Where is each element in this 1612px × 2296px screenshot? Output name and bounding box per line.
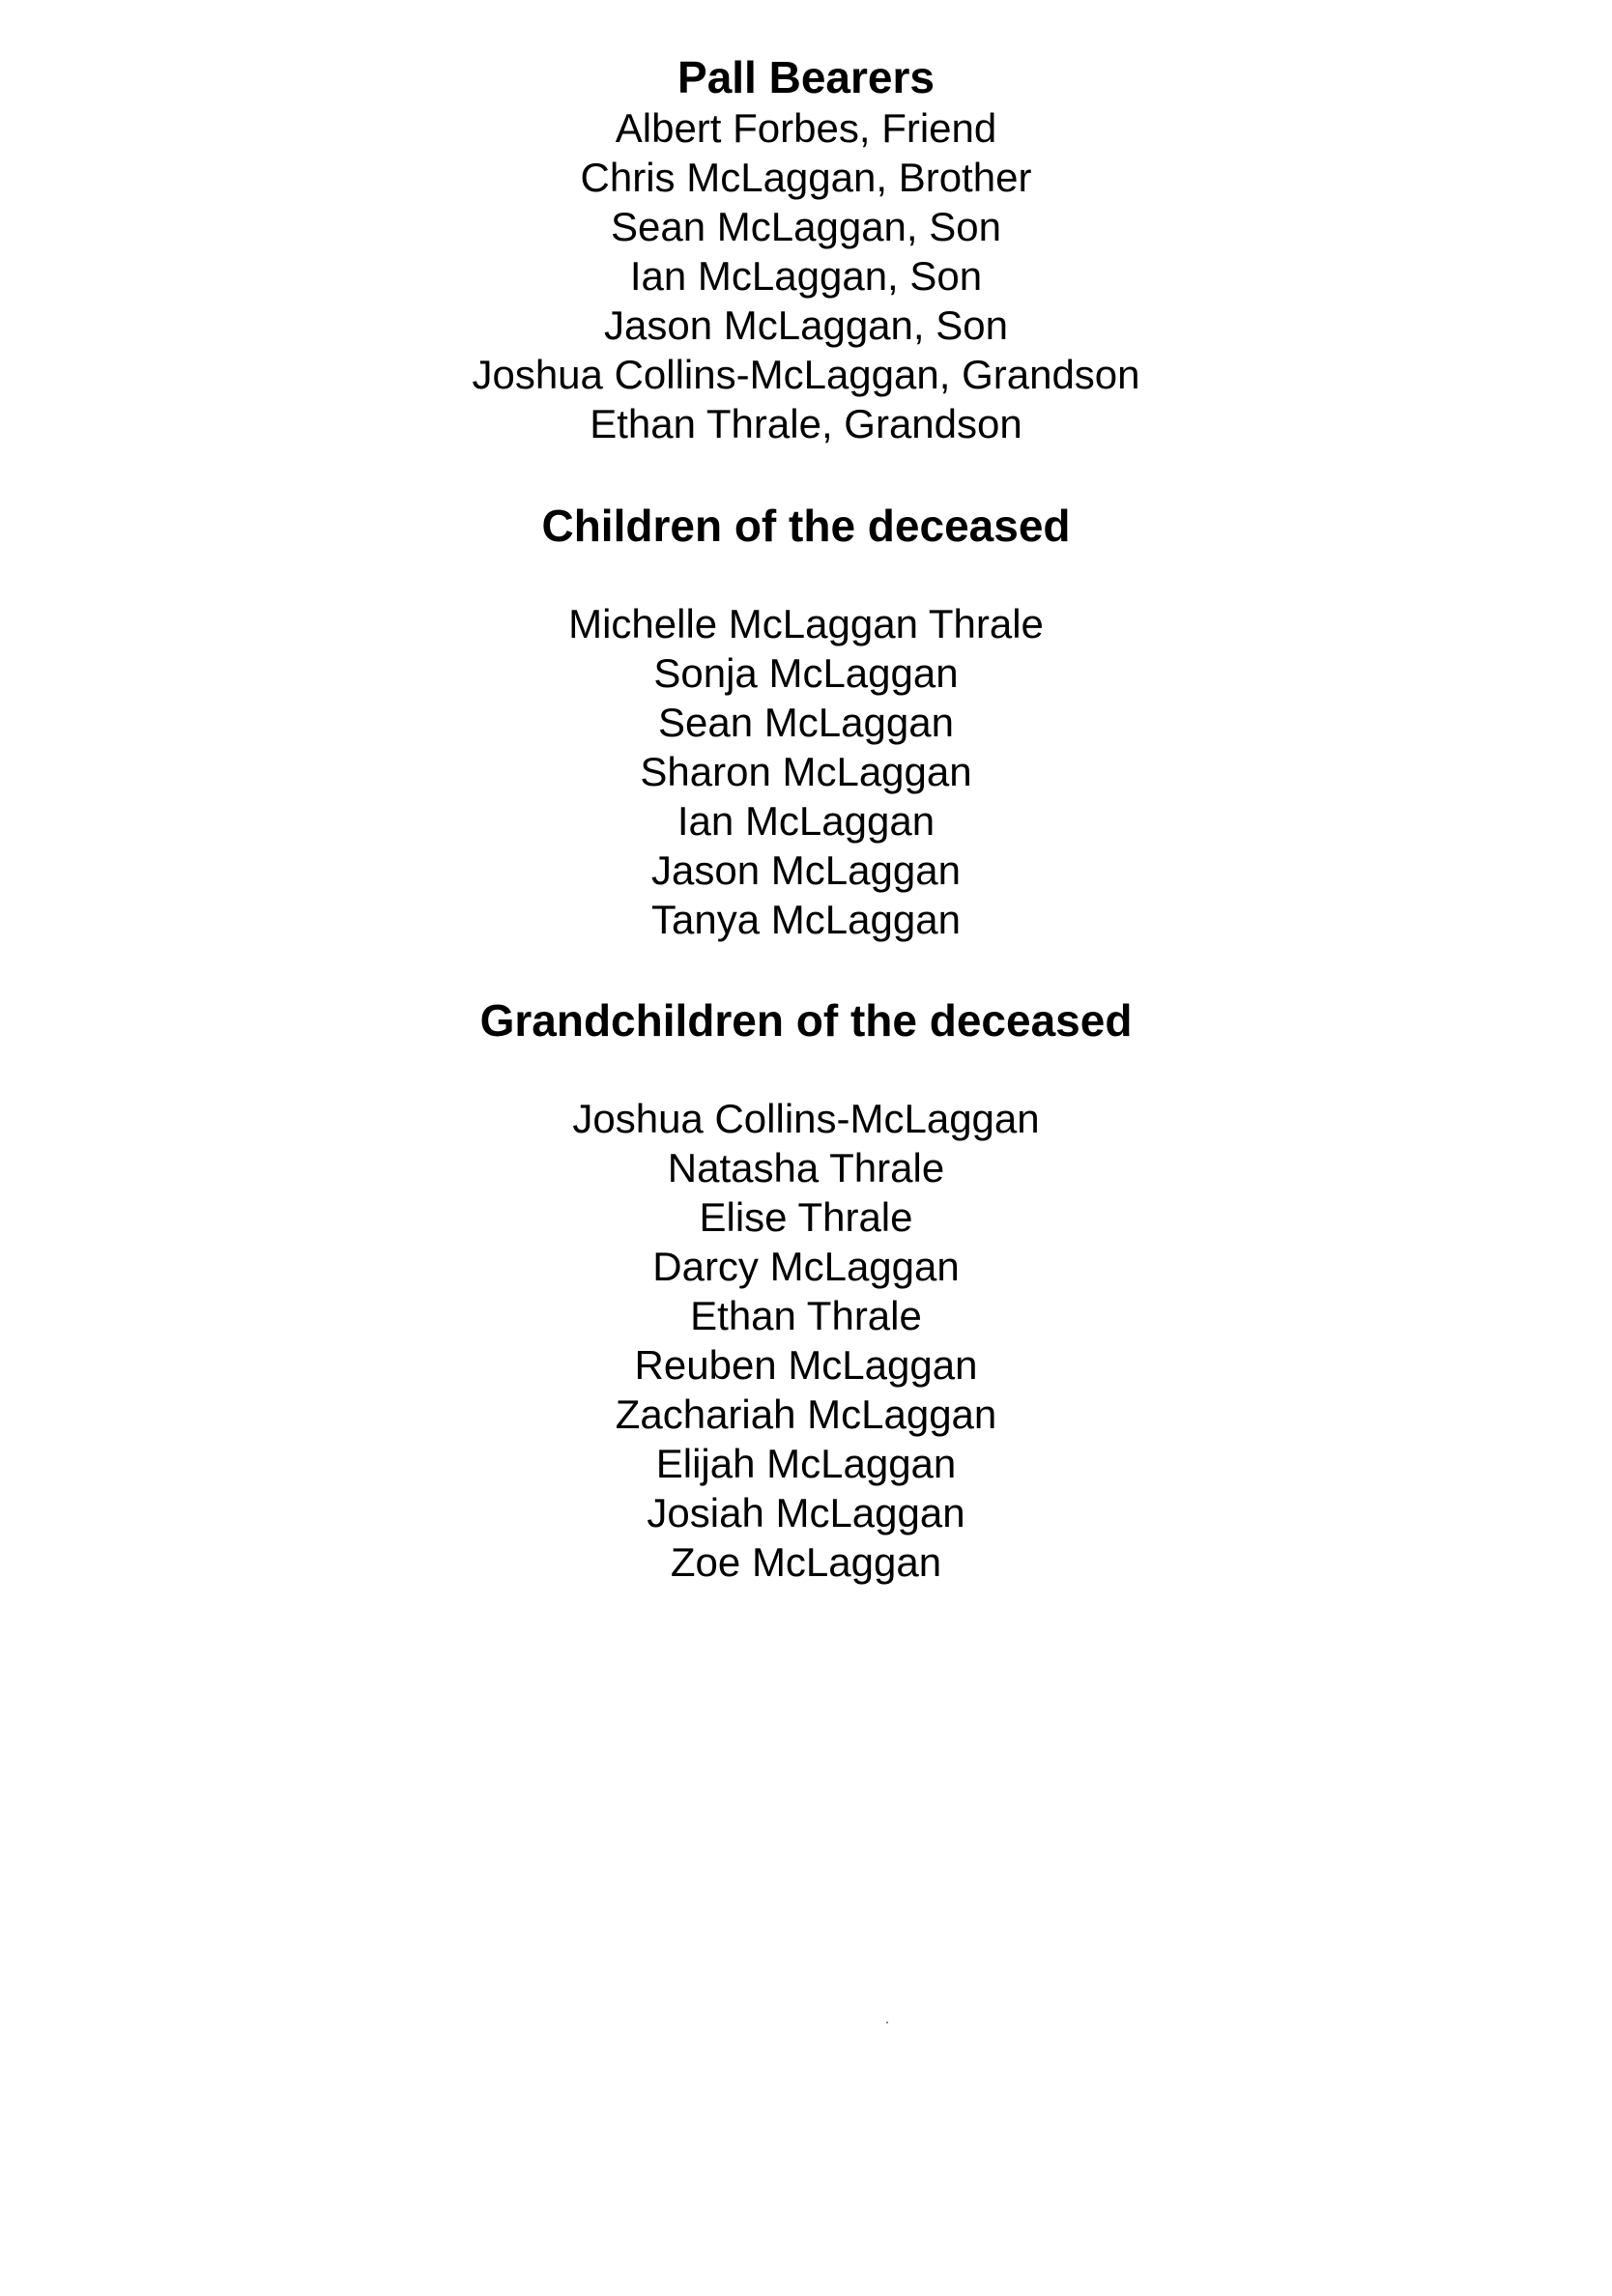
pall-bearers-section: [0, 52, 1612, 448]
list-item: Ian McLaggan: [676, 798, 936, 844]
list-item: Joshua Collins-McLaggan, Grandson: [472, 352, 1140, 397]
grandchildren-section: [0, 995, 1612, 1587]
children-section: [0, 501, 1612, 944]
list-item: Albert Forbes, Friend: [615, 105, 997, 151]
list-item: Jason McLaggan, Son: [604, 302, 1008, 348]
grandchildren-list: [0, 1094, 1612, 1587]
list-item: Sonja McLaggan: [653, 650, 959, 696]
list-item: Zachariah McLaggan: [615, 1392, 997, 1437]
list-item: Tanya McLaggan: [651, 897, 961, 942]
list-item: Sean McLaggan, Son: [611, 204, 1001, 249]
list-item: Zoe McLaggan: [670, 1539, 942, 1585]
children-heading: Children of the deceased: [541, 501, 1071, 551]
list-item: Chris McLaggan, Brother: [580, 155, 1032, 200]
pall-bearers-list: [0, 103, 1612, 448]
list-item: Reuben McLaggan: [634, 1342, 978, 1388]
grandchildren-heading: Grandchildren of the deceased: [479, 995, 1133, 1046]
list-item: Sharon McLaggan: [640, 749, 972, 794]
list-item: Ethan Thrale: [690, 1293, 922, 1338]
list-item: Jason McLaggan: [651, 847, 961, 893]
list-item: Ian McLaggan, Son: [629, 253, 983, 299]
list-item: Josiah McLaggan: [647, 1490, 965, 1535]
list-item: Elijah McLaggan: [655, 1441, 957, 1486]
list-item: Sean McLaggan: [658, 700, 954, 745]
children-list: [0, 599, 1612, 944]
list-item: Elise Thrale: [699, 1194, 913, 1240]
scan-speck: [886, 2022, 888, 2023]
list-item: Darcy McLaggan: [652, 1244, 960, 1289]
list-item: Joshua Collins-McLaggan: [572, 1096, 1040, 1141]
list-item: Michelle McLaggan Thrale: [568, 601, 1044, 646]
list-item: Natasha Thrale: [667, 1145, 945, 1191]
pall-bearers-heading: Pall Bearers: [677, 52, 935, 102]
list-item: Ethan Thrale, Grandson: [590, 401, 1022, 446]
